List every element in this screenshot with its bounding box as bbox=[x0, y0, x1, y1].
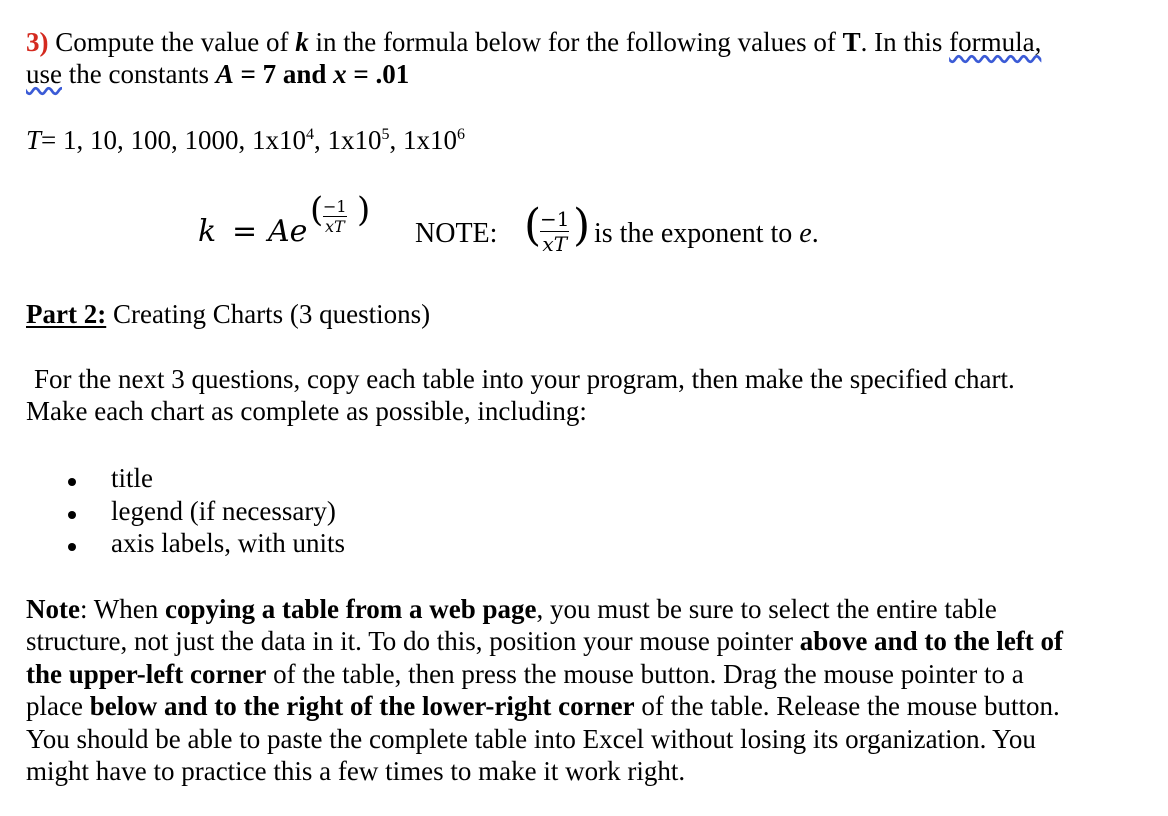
note-line-6: might have to practice this a few times to make it work right. bbox=[26, 756, 686, 786]
note-l1a: : When bbox=[79, 594, 165, 624]
note-tail-text: is the exponent to bbox=[594, 218, 800, 249]
list-item: title bbox=[111, 463, 153, 493]
t-label: T bbox=[26, 125, 42, 155]
problem-number: 3) bbox=[26, 27, 49, 57]
note-label-word: Note bbox=[26, 594, 80, 624]
list-item: axis labels, with units bbox=[111, 528, 345, 558]
note-l2a: structure, not just the data in it. To do this, position your mouse pointer bbox=[26, 626, 800, 656]
t-sep-1: , 1x10 bbox=[314, 125, 382, 155]
const-x-value: = .01 bbox=[346, 59, 410, 89]
note-numerator: −1 bbox=[540, 207, 570, 231]
note-label: NOTE: bbox=[415, 218, 498, 249]
list-item: legend (if necessary) bbox=[111, 496, 336, 526]
problem-text-2: in the formula below for the following values of bbox=[308, 27, 843, 57]
exponent-fraction bbox=[323, 197, 347, 236]
part2-label: Part 2: bbox=[26, 299, 107, 329]
note-l3b: of the table, then press the mouse button. Drag the mouse pointer to a bbox=[266, 659, 1024, 689]
var-T: T bbox=[842, 27, 861, 57]
note-line-3 bbox=[26, 658, 1024, 690]
equation-equals: = bbox=[232, 214, 258, 249]
equation-rhs: Ae bbox=[268, 214, 308, 249]
equation-lhs: k bbox=[198, 214, 217, 249]
bullet-dot bbox=[68, 543, 76, 551]
note-tail bbox=[594, 218, 819, 250]
note-l1b: copying a table from a web page bbox=[164, 594, 537, 624]
note-line-2 bbox=[26, 625, 1063, 657]
note-end: . bbox=[811, 218, 819, 249]
note-close-paren: ) bbox=[573, 200, 591, 251]
note-l2b: above and to the left of bbox=[799, 626, 1064, 656]
exponent-denominator: xT bbox=[324, 217, 345, 236]
var-k: k bbox=[295, 27, 309, 57]
note-line-5: You should be able to paste the complete table into Excel without losing its organization. You bbox=[26, 724, 1036, 754]
problem-line-1 bbox=[26, 26, 1041, 58]
spellcheck-word-formula[interactable]: formula, bbox=[949, 27, 1042, 57]
exp-open-paren: ( bbox=[310, 190, 324, 230]
bullet-dot bbox=[68, 511, 76, 519]
note-open-paren: ( bbox=[524, 200, 542, 251]
instructions-line-2: Make each chart as complete as possible, including: bbox=[26, 396, 587, 426]
part2-heading bbox=[26, 298, 430, 330]
problem-line-2 bbox=[26, 58, 409, 90]
note-fraction bbox=[540, 207, 569, 256]
bullet-dot bbox=[68, 478, 76, 486]
note-line-1 bbox=[26, 593, 997, 625]
problem-text-4: the constants bbox=[62, 59, 216, 89]
note-l3a: the upper-left corner bbox=[26, 659, 267, 689]
problem-text: Compute the value of bbox=[48, 27, 296, 57]
note-line-4 bbox=[26, 690, 1060, 722]
t-exp-3: 6 bbox=[457, 126, 466, 143]
instructions-line-1: For the next 3 questions, copy each table into your program, then make the specified chart. bbox=[34, 364, 1015, 394]
spellcheck-word-use[interactable]: use bbox=[26, 59, 62, 89]
t-values-line bbox=[26, 124, 465, 156]
t-sep-2: , 1x10 bbox=[389, 125, 458, 155]
note-l4a: place bbox=[26, 691, 90, 721]
var-A: A bbox=[215, 59, 234, 89]
var-x: x bbox=[333, 59, 347, 89]
note-denominator: xT bbox=[542, 232, 568, 256]
exponent-numerator: −1 bbox=[323, 197, 347, 216]
t-values-text: = 1, 10, 100, 1000, 1x10 bbox=[41, 125, 307, 155]
note-e: e bbox=[799, 218, 812, 249]
part2-rest: Creating Charts (3 questions) bbox=[106, 299, 431, 329]
note-l1c: , you must be sure to select the entire table bbox=[536, 594, 997, 624]
const-A-value: = 7 and bbox=[233, 59, 334, 89]
note-l4b: below and to the right of the lower-right corner bbox=[89, 691, 635, 721]
t-exp-1: 4 bbox=[306, 126, 315, 143]
note-l4c: of the table. Release the mouse button. bbox=[634, 691, 1060, 721]
problem-text-3: . In this bbox=[860, 27, 950, 57]
t-exp-2: 5 bbox=[381, 126, 390, 143]
exp-close-paren: ) bbox=[357, 190, 371, 230]
